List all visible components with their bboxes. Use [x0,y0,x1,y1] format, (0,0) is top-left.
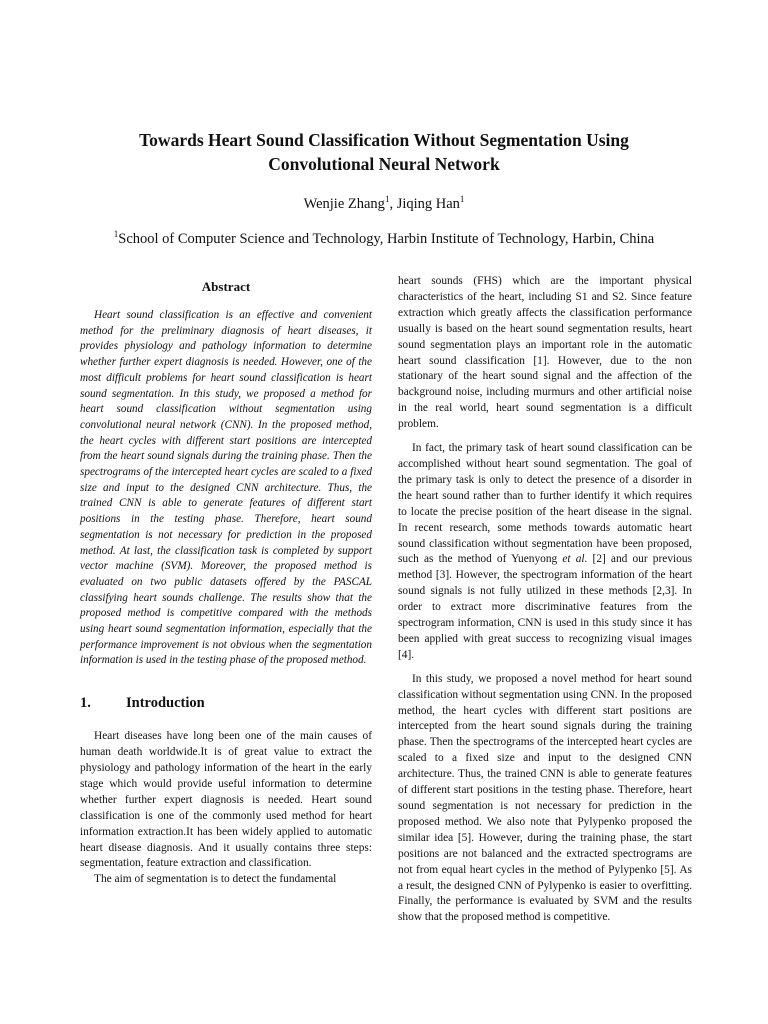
author-affiliation-mark: 1 [459,194,465,204]
affiliation-mark: 1 [113,229,119,239]
abstract-text: Heart sound classification is an effective and convenient method for the preliminary diagnosis of heart diseases, it provides physiology and pathology information to determine whether further expert diagnosis is needed. However, one of the most difficult problems for heart sound classification is heart sound segmentation. In this study, we proposed a method for heart sound classification without segmentation using convolutional neural network (CNN). In the proposed method, the heart cycles with different start positions are intercepted from the heart sound signals during the training phase. Then the spectrograms of the intercepted heart cycles are scaled to a fixed size and input to the designed CNN architecture. Thus, the trained CNN is able to generate features of different start positions in the testing phase. Therefore, heart sound segmentation is not necessary for prediction in the proposed method. At last, the classification task is completed by support vector machine (SVM). Moreover, the proposed method is evaluated on two public datasets offered by the PASCAL classifying heart sounds challenge. The results show that the proposed method is competitive compared with the methods using heart sound segmentation information, especially that the performance improvement is not obvious when the segmentation information is used in the testing phase of the proposed method. [80,309,372,667]
body-paragraph-2 [398,441,692,664]
section-heading-introduction [80,693,372,713]
author-separator: , [389,196,397,212]
author-list [0,194,768,214]
intro-paragraph-1: Heart diseases have long been one of the main causes of human death worldwide.It is of great value to extract the physiology and pathology information of the heart in the early stage which would provide useful information to determine whether further expert diagnosis is needed. Heart sound classification is one of the commonly used method for heart information extraction.It has been widely applied to automatic heart disease diagnosis. And it usually contains three steps: segmentation, feature extraction and classification. [80,730,372,870]
author-affiliation-mark: 1 [384,194,390,204]
body-paragraph-3: In this study, we proposed a novel method for heart sound classification without segmentation using CNN. In the proposed method, the heart cycles with different start positions are intercepted from the heart sound signals during the training phase. Then the spectrograms of the intercepted heart cycles are scaled to a fixed size and input to the designed CNN architecture. Thus, the trained CNN is able to generate features of different start positions in the testing phase. Therefore, heart sound segmentation is not necessary for prediction in the proposed method. We also note that Pylypenko proposed the similar idea [5]. However, during the training phase, the start positions are not balanced and the extracted spectrograms are not from equal heart cycles in the method of Pylypenko [5]. As a result, the designed CNN of Pylypenko is easier to overfitting. Finally, the performance is evaluated by SVM and the results show that the proposed method is competitive. [398,672,692,924]
paragraph-text: In fact, the primary task of heart sound classification can be accomplished without heart sound segmentation. The goal of the primary task is only to detect the presence of a disorder in the heart sound rather than to further identify it which requires to locate the precise position of the heart disease in the signal. In recent research, some methods towards automatic heart sound classification without segmentation have been proposed, such as the method of Yuenyong [398,442,692,566]
paper-title-line-1: Towards Heart Sound Classification Without Segmentation Using [139,130,629,150]
section-title: Introduction [126,695,205,712]
paper-title-line-2: Convolutional Neural Network [268,154,500,174]
paragraph-text: [2] and our previous method [3]. However, the spectrogram information of the heart sound signals is not fully utilized in these methods [2,3]. In order to extract more discriminative features from the spectrogram information, CNN is used in this study since it has been applied with great success to recognizing visual images [4]. [398,553,693,661]
intro-paragraph-2: The aim of segmentation is to detect the fundamental [94,873,337,886]
affiliation-text: School of Computer Science and Technology, Harbin Institute of Technology, Harbin, China [118,231,655,247]
emphasis-text: et al. [562,553,588,566]
author-name: Wenjie Zhang [303,196,385,212]
body-paragraph-continued: heart sounds (FHS) which are the important physical characteristics of the heart, including S1 and S2. Since feature extraction which greatly affects the classification performance usually is based on the heart sound segmentation results, heart sound segmentation plays an important role in the automatic heart sound classification [1]. However, due to the non stationary of the heart sound signal and the affection of the background noise, including murmurs and other artificial noise in the real world, heart sound segmentation is a difficult problem. [398,275,692,431]
section-number: 1. [80,695,91,712]
abstract-heading: Abstract [201,279,251,294]
affiliation [0,229,768,249]
paper-title [60,128,708,176]
left-column [80,278,372,896]
right-column [398,274,692,934]
author-name: Jiqing Han [396,196,460,212]
